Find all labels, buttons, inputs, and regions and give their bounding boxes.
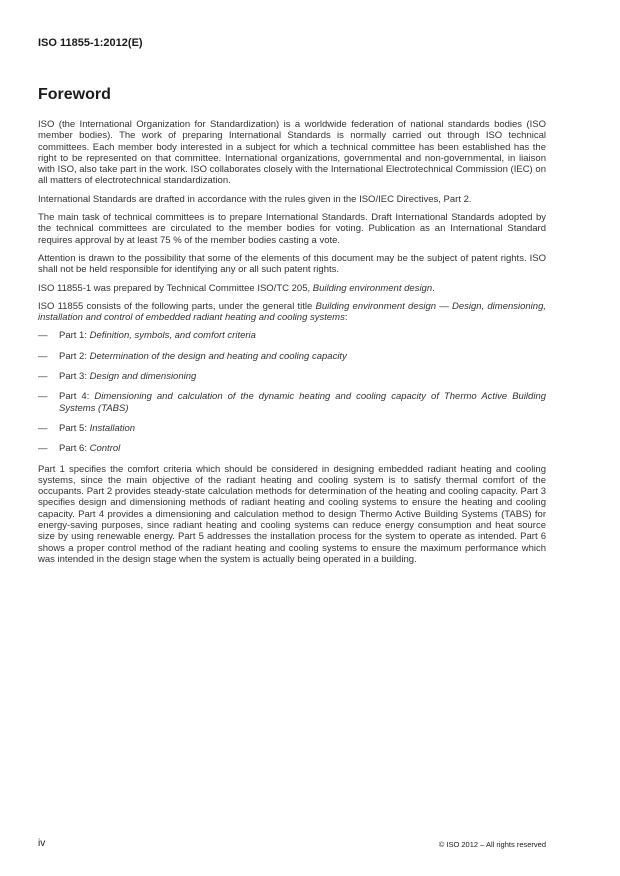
copyright-notice: © ISO 2012 – All rights reserved: [438, 840, 546, 849]
dash-bullet: —: [38, 391, 48, 403]
part-label: Part 4:: [59, 391, 95, 403]
foreword-body: [38, 119, 546, 572]
paragraph-prepared-by: [38, 283, 546, 294]
list-item: [38, 351, 546, 362]
part-title: Definition, symbols, and comfort criteria: [89, 330, 256, 342]
part-title: Dimensioning and calculation of the dynamic heating and cooling capacity of Thermo Active Building Systems (TABS): [59, 391, 547, 414]
list-item: [38, 371, 546, 382]
dash-bullet: —: [38, 443, 48, 455]
dash-bullet: —: [38, 371, 48, 383]
part-title: Control: [89, 443, 121, 455]
paragraph-committees: The main task of technical committees is to prepare International Standards. Draft International Standards adopted by the technical committees are circulated to the member bodies for voting. Publication as an International Standard requires approval by at least 75 % of the member bodies casting a vote.: [38, 212, 546, 246]
committee-title: Building environment design: [312, 282, 433, 294]
part-title: Design and dimensioning: [89, 371, 197, 383]
paragraph-parts-intro: [38, 301, 546, 324]
list-item: [38, 423, 546, 434]
paragraph-iso-intro: ISO (the International Organization for Standardization) is a worldwide federation of national standards bodies (ISO member bodies). The work of preparing International Standards is normally carried out through ISO technical committees. Each member body interested in a subject for which a technical committee has been established has the right to be represented on that committee. International organizations, governmental and non-governmental, in liaison with ISO, also take part in the work. ISO collaborates closely with the International Electrotechnical Commission (IEC) on all matters of electrotechnical standardization.: [38, 119, 546, 187]
paragraph-patent: Attention is drawn to the possibility that some of the elements of this document may be the subject of patent rights. ISO shall not be held responsible for identifying any or all such patent rights.: [38, 252, 546, 276]
dash-bullet: —: [38, 330, 48, 342]
part-label: Part 3:: [59, 371, 90, 383]
paragraph-parts-summary: Part 1 specifies the comfort criteria which should be considered in designing embedded radiant heating and cooling systems, since the main objective of the radiant heating and cooling system is to satisfy thermal comfort of the occupants. Part 2 provides steady-state calculation methods for determination of the heating and cooling capacity. Part 3 specifies design and dimensioning methods of radiant heating and cooling systems to ensure the heating and cooling capacity. Part 4 provides a dimensioning and calculation method to design Thermo Active Building Systems (TABS) for energy-saving purposes, since radiant heating and cooling systems can reduce energy consumption and heat source size by using renewable energy. Part 5 addresses the installation process for the system to operate as intended. Part 6 shows a proper control method of the radiant heating and cooling systems to ensure the maximum performance which was intended in the design stage when the system is actually being operated in a building.: [38, 463, 546, 565]
part-label: Part 2:: [59, 350, 90, 362]
list-item: [38, 330, 546, 341]
dash-bullet: —: [38, 422, 48, 434]
part-label: Part 1:: [59, 330, 90, 342]
page-number: iv: [38, 838, 46, 849]
paragraph-directives: International Standards are drafted in accordance with the rules given in the ISO/IEC Directives, Part 2.: [38, 193, 472, 205]
list-item: [38, 443, 546, 454]
document-id: ISO 11855-1:2012(E): [38, 37, 143, 49]
part-title: Installation: [89, 422, 136, 434]
prepared-by-end: .: [432, 282, 435, 294]
parts-list: [38, 330, 546, 454]
part-title: Determination of the design and heating and cooling capacity: [89, 350, 347, 362]
prepared-by-text: ISO 11855-1 was prepared by Technical Committee ISO/TC 205,: [38, 282, 313, 294]
page-title: Foreword: [38, 86, 111, 103]
parts-intro-end: :: [344, 312, 348, 324]
general-title: Building environment design — Design, dimensioning, installation and control of embedded radiant heating and cooling systems: [38, 300, 546, 324]
part-label: Part 6:: [59, 443, 90, 455]
parts-intro-text: ISO 11855 consists of the following parts, under the general title: [38, 300, 316, 312]
list-item: [38, 391, 546, 414]
dash-bullet: —: [38, 350, 48, 362]
part-label: Part 5:: [59, 422, 90, 434]
